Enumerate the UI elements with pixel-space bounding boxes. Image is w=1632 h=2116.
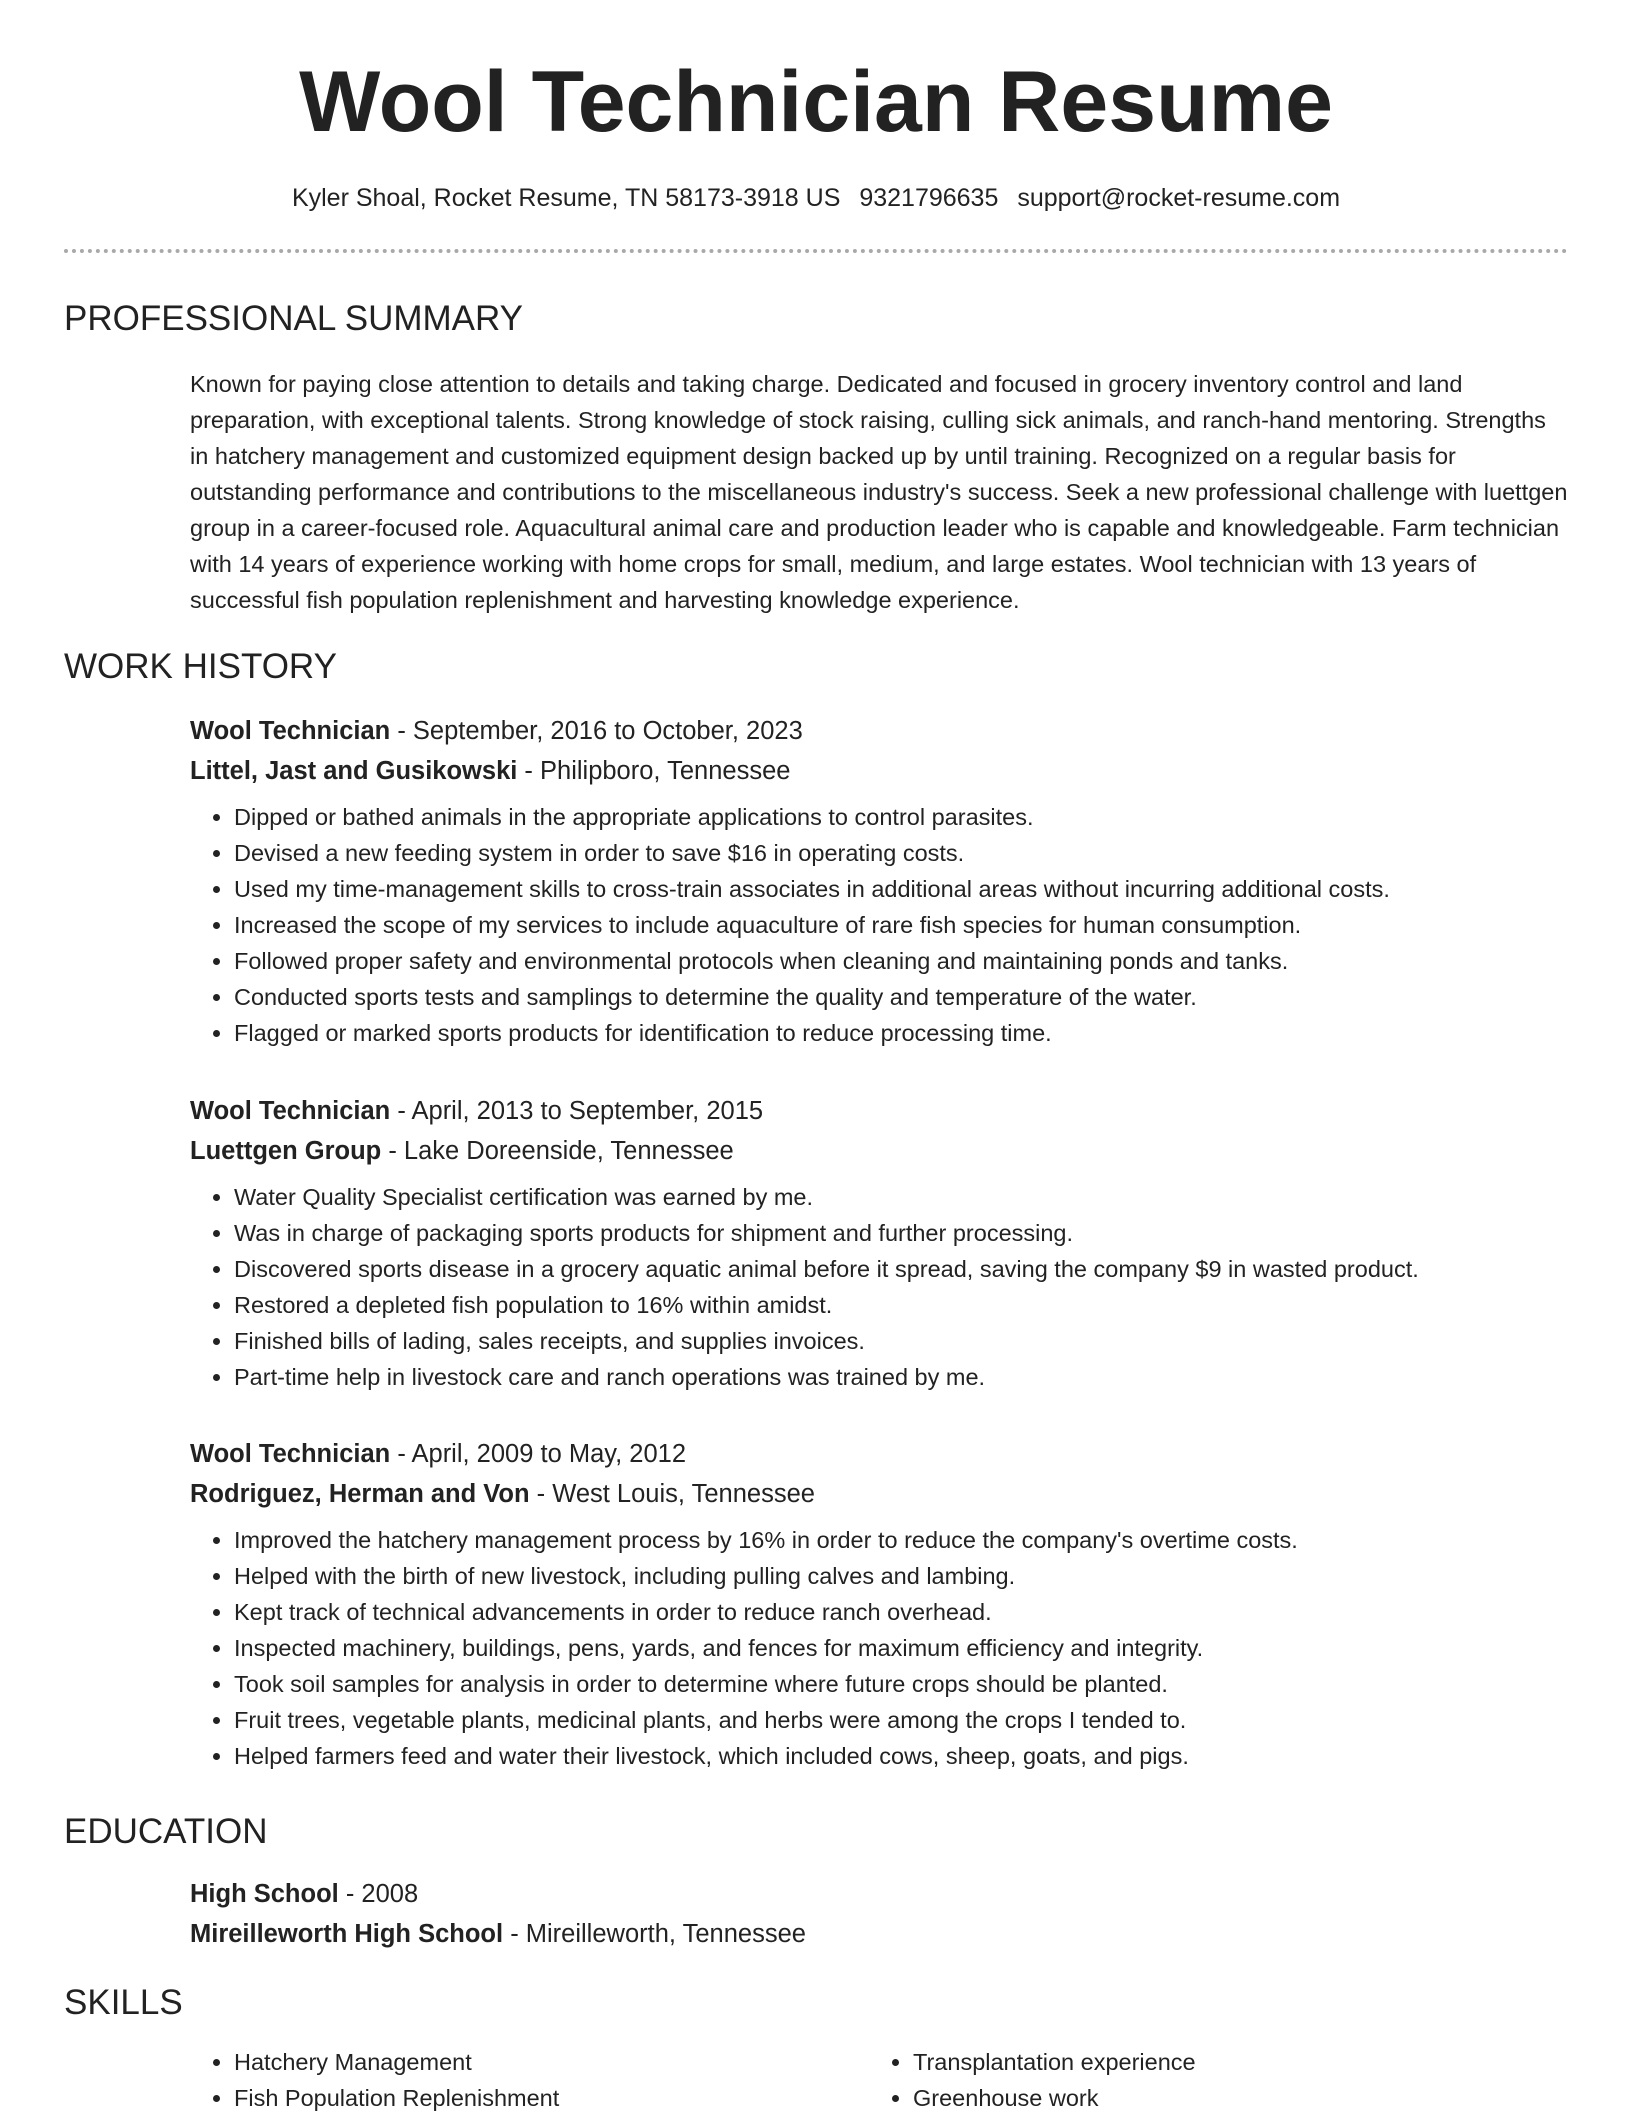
skills-column-left [190, 2044, 850, 2116]
job-dates: - April, 2009 to May, 2012 [390, 1440, 687, 1468]
education-degree: High School [190, 1880, 339, 1908]
job-bullets [190, 1179, 1570, 1395]
job-bullet: • Water Quality Specialist certification was earned by me. [234, 1179, 1570, 1215]
job-bullet: • Part-time help in livestock care and ranch operations was trained by me. [234, 1359, 1570, 1395]
job-bullet: • Followed proper safety and environmental protocols when cleaning and maintaining ponds and tanks. [234, 943, 1570, 979]
job-dates: - April, 2013 to September, 2015 [390, 1097, 764, 1125]
job-bullet: • Helped with the birth of new livestock, including pulling calves and lambing. [234, 1558, 1570, 1594]
job-bullet: • Increased the scope of my services to include aquaculture of rare fish species for human consumption. [234, 907, 1570, 943]
job-location: - Lake Doreenside, Tennessee [381, 1137, 734, 1165]
job-entry [190, 1434, 1570, 1774]
job-bullet: • Dipped or bathed animals in the appropriate applications to control parasites. [234, 799, 1570, 835]
job-location: - West Louis, Tennessee [529, 1480, 815, 1508]
job-bullets [190, 1522, 1570, 1774]
contact-line [0, 180, 1632, 216]
skill-item: • Greenhouse work [913, 2080, 1529, 2116]
skills-column-right [869, 2044, 1529, 2116]
job-bullets [190, 799, 1570, 1051]
skills-list-left [190, 2044, 850, 2116]
education-school-line [190, 1914, 1570, 1954]
job-title: Wool Technician [190, 717, 391, 745]
header-divider [64, 249, 1568, 253]
job-bullet: • Finished bills of lading, sales receipts, and supplies invoices. [234, 1323, 1570, 1359]
job-entry [190, 711, 1570, 1051]
contact-phone: 9321796635 [859, 184, 999, 212]
skill-item: • Transplantation experience [913, 2044, 1529, 2080]
job-bullet: • Helped farmers feed and water their livestock, which included cows, sheep, goats, and pigs. [234, 1738, 1570, 1774]
job-title-line [190, 1091, 1570, 1131]
job-bullet: • Conducted sports tests and samplings to determine the quality and temperature of the water. [234, 979, 1570, 1015]
contact-address: Kyler Shoal, Rocket Resume, TN 58173-3918 US [291, 184, 841, 212]
job-entry [190, 1091, 1570, 1395]
skills-heading: SKILLS [64, 1983, 183, 2022]
job-bullet: • Used my time-management skills to cross-train associates in additional areas without incurring additional costs. [234, 871, 1570, 907]
job-location: - Philipboro, Tennessee [517, 757, 791, 785]
education-year: - 2008 [338, 1880, 419, 1908]
skills-list-right [869, 2044, 1529, 2116]
skill-item: • Fish Population Replenishment [234, 2080, 850, 2116]
job-title: Wool Technician [190, 1097, 391, 1125]
job-bullet: • Flagged or marked sports products for identification to reduce processing time. [234, 1015, 1570, 1051]
education-heading: EDUCATION [64, 1812, 268, 1851]
job-bullet: • Discovered sports disease in a grocery aquatic animal before it spread, saving the company $9 in wasted product. [234, 1251, 1570, 1287]
job-company: Luettgen Group [190, 1137, 382, 1165]
job-bullet: • Devised a new feeding system in order to save $16 in operating costs. [234, 835, 1570, 871]
education-degree-line [190, 1874, 1570, 1914]
job-bullet: • Fruit trees, vegetable plants, medicinal plants, and herbs were among the crops I tended to. [234, 1702, 1570, 1738]
work-history-heading: WORK HISTORY [64, 647, 337, 686]
job-company-line [190, 751, 1570, 791]
job-bullet: • Kept track of technical advancements in order to reduce ranch overhead. [234, 1594, 1570, 1630]
job-dates: - September, 2016 to October, 2023 [390, 717, 803, 745]
job-bullet: • Inspected machinery, buildings, pens, yards, and fences for maximum efficiency and integrity. [234, 1630, 1570, 1666]
education-entry [190, 1874, 1570, 1954]
education-location: - Mireilleworth, Tennessee [503, 1920, 806, 1948]
job-company-line [190, 1474, 1570, 1514]
job-bullet: • Was in charge of packaging sports products for shipment and further processing. [234, 1215, 1570, 1251]
job-company: Littel, Jast and Gusikowski [190, 757, 518, 785]
job-bullet: • Improved the hatchery management process by 16% in order to reduce the company's overtime costs. [234, 1522, 1570, 1558]
job-bullet: • Took soil samples for analysis in order to determine where future crops should be planted. [234, 1666, 1570, 1702]
job-title-line [190, 711, 1570, 751]
job-company: Rodriguez, Herman and Von [190, 1480, 530, 1508]
job-bullet: • Restored a depleted fish population to 16% within amidst. [234, 1287, 1570, 1323]
job-company-line [190, 1131, 1570, 1171]
job-title: Wool Technician [190, 1440, 391, 1468]
job-title-line [190, 1434, 1570, 1474]
skill-item: • Hatchery Management [234, 2044, 850, 2080]
summary-text: Known for paying close attention to details and taking charge. Dedicated and focused in grocery inventory control and land preparation, with exceptional talents. Strong knowledge of stock raising, culling sick animals, and ranch-hand mentoring. Strengths in hatchery management and customized equipment design backed up by until training. Recognized on a regular basis for outstanding performance and contributions to the miscellaneous industry's success. Seek a new professional challenge with luettgen group in a career-focused role. Aquacultural animal care and production leader who is capable and knowledgeable. Farm technician with 14 years of experience working with home crops for small, medium, and large estates. Wool technician with 13 years of successful fish population replenishment and harvesting knowledge experience. [190, 371, 1568, 613]
contact-email: support@rocket-resume.com [1017, 184, 1341, 212]
summary-heading: PROFESSIONAL SUMMARY [64, 299, 523, 338]
education-school: Mireilleworth High School [190, 1920, 504, 1948]
resume-title: Wool Technician Resume [299, 54, 1333, 150]
